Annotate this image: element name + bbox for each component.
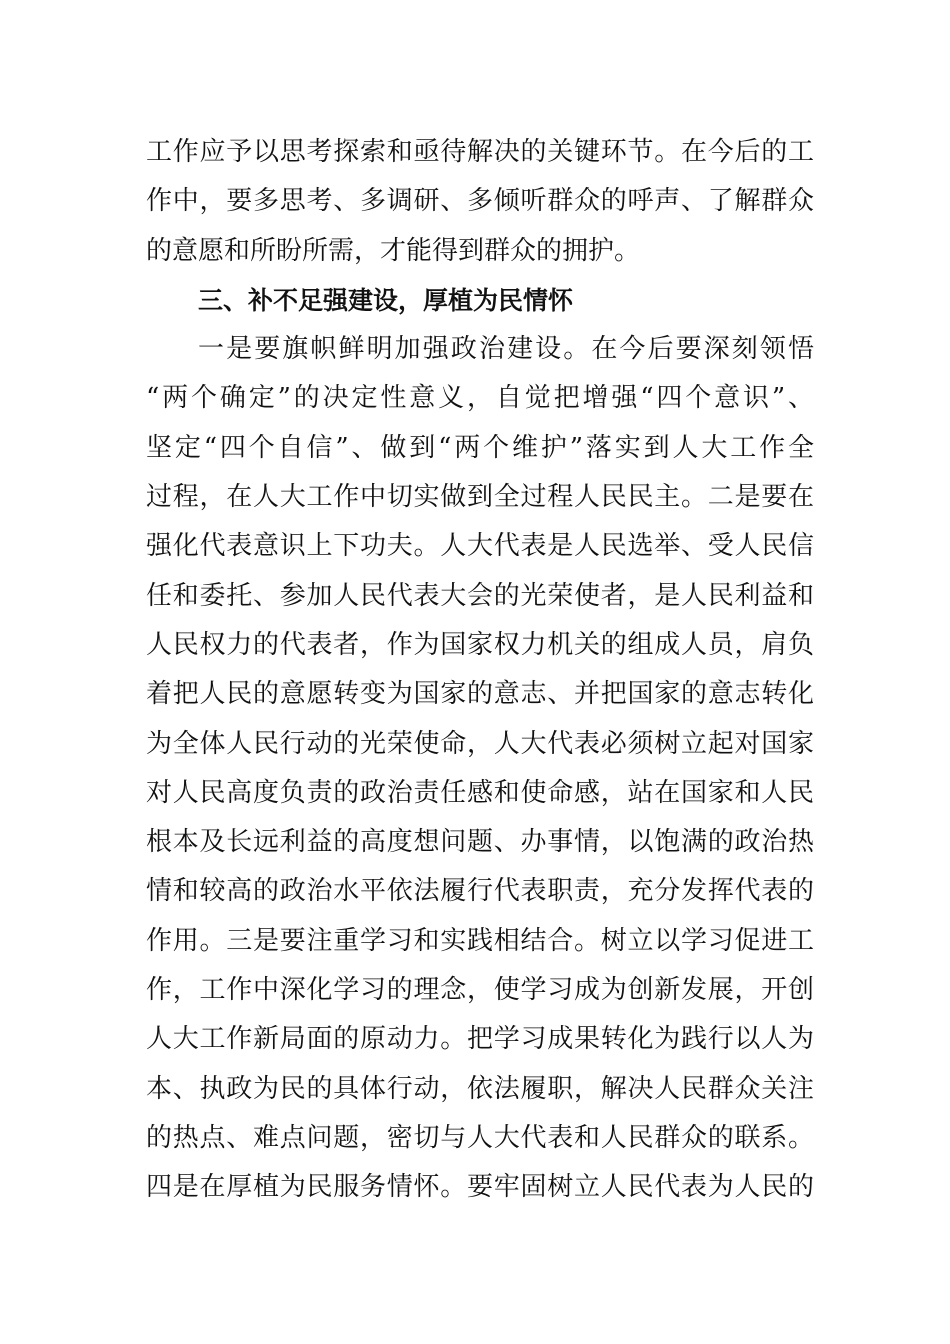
text-line: 四是在厚植为民服务情怀。要牢固树立人民代表为人民的: [146, 1172, 814, 1203]
text-line: 情和较高的政治水平依法履行代表职责，充分发挥代表的: [146, 876, 814, 907]
text-line: 着把人民的意愿转变为国家的意志、并把国家的意志转化: [146, 679, 814, 710]
text-line: 作用。三是要注重学习和实践相结合。树立以学习促进工: [146, 925, 814, 956]
section-heading-text: 三、补不足强建设，厚植为民情怀: [198, 285, 574, 315]
text-line: 的热点、难点问题，密切与人大代表和人民群众的联系。: [146, 1122, 814, 1153]
text-line: 为全体人民行动的光荣使命，人大代表必须树立起对国家: [146, 728, 814, 759]
text-line: 本、执政为民的具体行动，依法履职，解决人民群众关注: [146, 1073, 814, 1104]
text-line: 过程，在人大工作中切实做到全过程人民民主。二是要在: [146, 482, 814, 513]
text-line: 任和委托、参加人民代表大会的光荣使者，是人民利益和: [146, 580, 814, 611]
document-body: [146, 128, 814, 1213]
text-line: 作中，要多思考、多调研、多倾听群众的呼声、了解群众: [146, 186, 814, 217]
text-line: 作，工作中深化学习的理念，使学习成为创新发展，开创: [146, 975, 814, 1006]
text-line: 工作应予以思考探索和亟待解决的关键环节。在今后的工: [146, 137, 814, 167]
text-line: 强化代表意识上下功夫。人大代表是人民选举、受人民信: [146, 531, 814, 562]
text-line: 的意愿和所盼所需，才能得到群众的拥护。: [146, 235, 641, 266]
text-line: “两个确定”的决定性意义，自觉把增强“四个意识”、: [146, 383, 814, 414]
text-line: 一是要旗帜鲜明加强政治建设。在今后要深刻领悟: [198, 334, 814, 365]
paragraph-1: [146, 128, 814, 276]
text-line: 对人民高度负责的政治责任感和使命感，站在国家和人民: [146, 777, 814, 808]
text-line: 坚定“四个自信”、做到“两个维护”落实到人大工作全: [146, 432, 814, 463]
text-line: 人民权力的代表者，作为国家权力机关的组成人员，肩负: [146, 629, 814, 660]
text-line: 人大工作新局面的原动力。把学习成果转化为践行以人为: [146, 1024, 814, 1055]
section-heading: [146, 276, 814, 325]
paragraph-2: [146, 325, 814, 1212]
text-line: 根本及长远利益的高度想问题、办事情，以饱满的政治热: [146, 827, 814, 858]
